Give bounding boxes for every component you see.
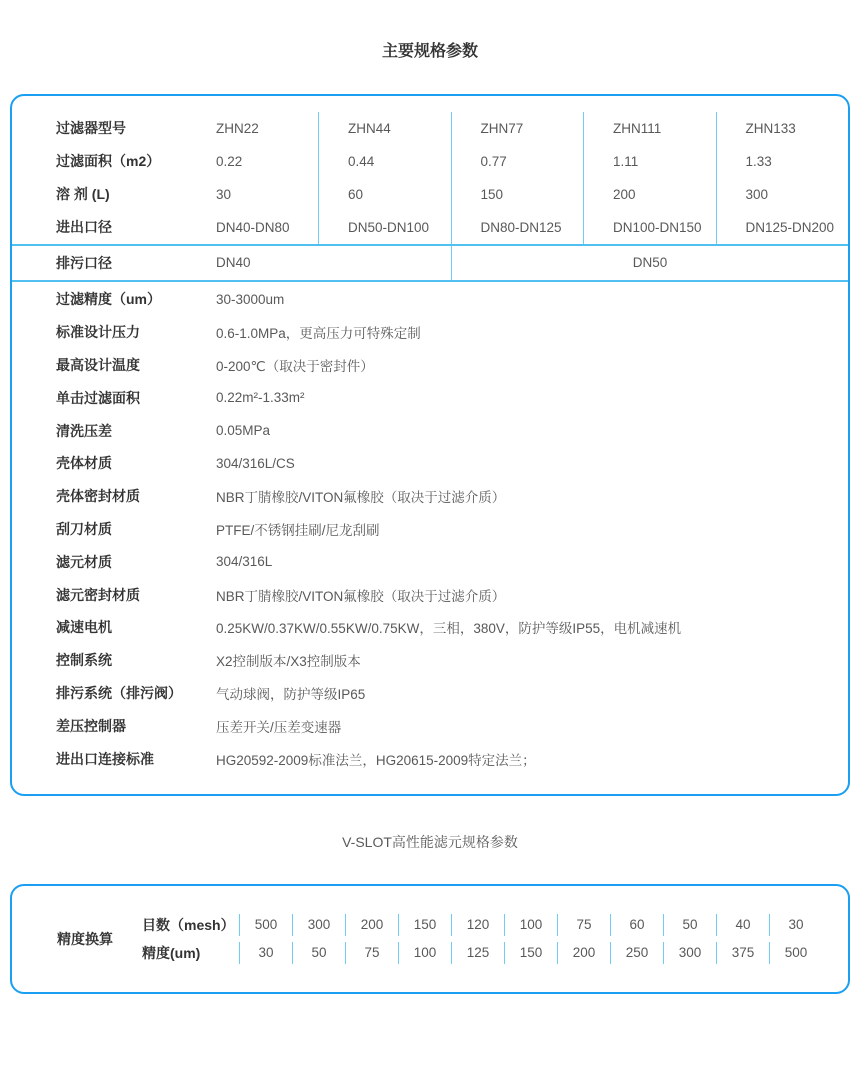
row-value: 0.22m²-1.33m² (216, 390, 305, 406)
mesh-cell: 120 (451, 914, 504, 936)
conversion-label: 精度换算 (57, 930, 113, 947)
volume-cell: 200 (583, 178, 716, 211)
row-label: 过滤精度（um） (56, 291, 161, 308)
mesh-cell: 150 (398, 914, 451, 936)
row-value: X2控制版本/X3控制版本 (216, 654, 361, 670)
mesh-cell: 100 (504, 914, 557, 936)
um-cell: 50 (292, 942, 345, 964)
row-value: HG20592-2009标准法兰，HG20615-2009特定法兰； (216, 752, 536, 768)
model-comparison-grid (56, 112, 848, 244)
um-cell: 200 (557, 942, 610, 964)
um-cell: 500 (769, 942, 822, 964)
spec-row (56, 513, 848, 546)
row-value: 0.25KW/0.37KW/0.55KW/0.75KW，三相，380V，防护等级IP55，电机减速机 (216, 621, 682, 637)
main-spec-table (10, 94, 850, 796)
precision-conversion-table (10, 884, 850, 994)
mesh-cell: 200 (345, 914, 398, 936)
spec-row (56, 283, 848, 316)
row-label: 差压控制器 (56, 717, 126, 734)
um-cell: 100 (398, 942, 451, 964)
mesh-cell: 30 (769, 914, 822, 936)
row-label: 壳体密封材质 (56, 488, 140, 505)
spec-row (56, 611, 848, 644)
volume-cell: 300 (716, 178, 849, 211)
port-cell: DN50-DN100 (318, 211, 451, 244)
row-value: 30-3000um (216, 291, 285, 307)
mesh-cell: 75 (557, 914, 610, 936)
row-label: 单击过滤面积 (56, 389, 140, 406)
mesh-cell: 40 (716, 914, 769, 936)
row-label: 滤元密封材质 (56, 586, 140, 603)
spec-row (56, 578, 848, 611)
um-cell: 75 (345, 942, 398, 964)
um-cell: 125 (451, 942, 504, 964)
drain-right-value: DN50 (451, 246, 848, 280)
volume-cell: 30 (216, 187, 232, 202)
port-cell: DN80-DN125 (451, 211, 584, 244)
model-cell: ZHN133 (716, 112, 849, 145)
um-cell: 150 (504, 942, 557, 964)
volume-cell: 60 (318, 178, 451, 211)
spec-row (56, 677, 848, 710)
um-row (142, 939, 822, 967)
spec-row (56, 447, 848, 480)
area-cell: 0.22 (216, 154, 243, 169)
spec-row (56, 545, 848, 578)
spec-row (56, 480, 848, 513)
row-label: 标准设计压力 (56, 324, 140, 341)
um-cell: 250 (610, 942, 663, 964)
row-label: 过滤面积（m2） (56, 153, 161, 169)
row-label: 清洗压差 (56, 422, 112, 439)
um-cell: 375 (716, 942, 769, 964)
conversion-rows (142, 911, 822, 967)
row-value: 0.6-1.0MPa，更高压力可特殊定制 (216, 326, 421, 342)
row-value: 气动球阀，防护等级IP65 (216, 686, 366, 702)
row-value: 0.05MPa (216, 423, 271, 439)
spec-row (56, 381, 848, 414)
row-label: 溶 剂 (L) (56, 186, 110, 202)
main-spec-title: 主要规格参数 (381, 43, 478, 60)
conversion-content (12, 911, 848, 967)
mesh-cell: 500 (239, 914, 292, 936)
row-value: 304/316L/CS (216, 455, 295, 471)
mesh-cell: 60 (610, 914, 663, 936)
row-value: 0-200℃（取决于密封件） (216, 358, 374, 374)
model-cell: ZHN44 (318, 112, 451, 145)
port-cell: DN40-DN80 (216, 220, 290, 235)
spec-row (56, 414, 848, 447)
row-value: 压差开关/压差变速器 (216, 719, 342, 735)
row-value: PTFE/不锈钢挂刷/尼龙刮刷 (216, 522, 380, 538)
area-cell: 1.11 (583, 145, 716, 178)
row-label: 壳体材质 (56, 455, 112, 472)
row-label: 排污口径 (56, 255, 112, 271)
row-label: 精度(um) (142, 944, 201, 961)
row-label: 排污系统（排污阀） (56, 684, 182, 701)
mesh-cell: 300 (292, 914, 345, 936)
row-label: 目数（mesh） (142, 916, 235, 933)
row-label: 减速电机 (56, 619, 112, 636)
row-value: 304/316L (216, 554, 273, 570)
row-label: 过滤器型号 (56, 120, 126, 136)
area-cell: 0.44 (318, 145, 451, 178)
area-cell: 0.77 (451, 145, 584, 178)
port-cell: DN100-DN150 (583, 211, 716, 244)
um-cell: 300 (663, 942, 716, 964)
row-label: 进出口连接标准 (56, 750, 154, 767)
model-cell: ZHN22 (216, 121, 259, 136)
spec-rows (56, 282, 848, 775)
model-cell: ZHN111 (583, 112, 716, 145)
model-cell: ZHN77 (451, 112, 584, 145)
um-cell: 30 (239, 942, 292, 964)
volume-cell: 150 (451, 178, 584, 211)
drain-port-row (56, 246, 848, 280)
drain-left-value: DN40 (216, 255, 251, 270)
port-cell: DN125-DN200 (716, 211, 849, 244)
spec-row (56, 742, 848, 775)
row-label: 控制系统 (56, 652, 112, 669)
spec-row (56, 349, 848, 382)
row-label: 刮刀材质 (56, 520, 112, 537)
spec-row (56, 316, 848, 349)
mesh-row (142, 911, 822, 939)
row-label: 进出口径 (56, 219, 112, 235)
row-label: 最高设计温度 (56, 356, 140, 373)
spec-row (56, 709, 848, 742)
row-value: NBR丁腈橡胶/VITON氟橡胶（取决于过滤介质） (216, 490, 506, 506)
spec-row (56, 644, 848, 677)
vslot-title: V-SLOT高性能滤元规格参数 (342, 833, 518, 850)
mesh-cell: 50 (663, 914, 716, 936)
row-value: NBR丁腈橡胶/VITON氟橡胶（取决于过滤介质） (216, 588, 506, 604)
row-label: 滤元材质 (56, 553, 112, 570)
area-cell: 1.33 (716, 145, 849, 178)
